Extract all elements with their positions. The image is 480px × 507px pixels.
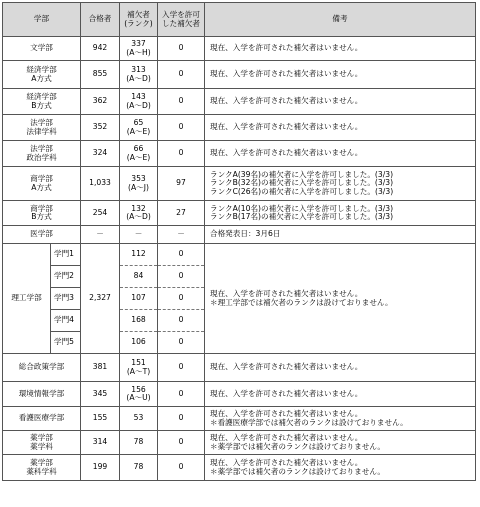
remarks-cell [205,201,476,226]
table-row [3,407,476,431]
table-row [3,61,476,89]
faculty-cell-line: 医学部 [30,229,53,239]
passers-cell: 199 [81,455,120,481]
waitlist-cell-line: (A～T) [126,366,151,376]
waitlist-cell-line: 78 [133,462,144,472]
sub-faculty-cell: 学門3 [51,288,81,310]
remarks-cell [205,455,476,481]
faculty-cell-line: B方式 [31,100,52,110]
sub-faculty-cell: 学門5 [51,332,81,354]
admitted-cell: 0 [158,332,205,354]
waitlist-cell-line: 353 [131,174,146,183]
passers-cell: 155 [81,407,120,431]
waitlist-cell-line: (A～D) [126,100,151,110]
waitlist-cell [120,382,158,407]
admitted-cell: 0 [158,354,205,382]
waitlist-cell-line: (A～D) [126,73,151,83]
remarks-cell [205,61,476,89]
remarks-cell-line: 現在、入学を許可された補欠者はいません。 [210,148,363,158]
faculty-cell-line: 政治学科 [26,152,57,162]
remarks-cell [205,354,476,382]
header-remarks: 備考 [205,3,476,37]
faculty-cell [3,61,81,89]
waitlist-cell [120,115,158,141]
waitlist-cell: 112 [120,244,158,266]
remarks-cell [205,167,476,201]
faculty-cell [3,89,81,115]
faculty-cell-line: 文学部 [30,43,53,53]
waitlist-cell [120,226,158,244]
table-row [3,37,476,61]
admitted-cell: 0 [158,431,205,455]
remarks-cell-line: 現在、入学を許可された補欠者はいません。 [210,43,363,53]
faculty-cell [3,115,81,141]
remarks-cell [205,141,476,167]
faculty-cell [3,382,81,407]
admitted-cell: 97 [158,167,205,201]
table-row [3,354,476,382]
faculty-cell [3,37,81,61]
remarks-cell-line: ＊薬学部では補欠者のランクは設けておりません。 [210,441,385,451]
waitlist-cell-line: 156 [131,384,146,394]
sub-faculty-cell: 学門4 [51,310,81,332]
passers-cell: 1,033 [81,167,120,201]
admitted-cell: 0 [158,382,205,407]
admitted-cell: 27 [158,201,205,226]
admitted-cell: 0 [158,141,205,167]
table-row [3,226,476,244]
remarks-cell-line: 現在、入学を許可された補欠者はいません。 [210,388,363,398]
passers-cell: 314 [81,431,120,455]
remarks-cell [205,37,476,61]
waitlist-cell: 107 [120,288,158,310]
remarks-cell-line: 現在、入学を許可された補欠者はいません。 [210,289,363,298]
waitlist-cell: 168 [120,310,158,332]
waitlist-cell [120,141,158,167]
remarks-cell-line: 現在、入学を許可された補欠者はいません。 [210,409,363,418]
passers-cell: 942 [81,37,120,61]
remarks-cell-line: ランクA(10名)の補欠者に入学を許可しました。(3/3) [210,203,394,213]
waitlist-cell [120,61,158,89]
waitlist-cell-line: － [134,229,143,239]
remarks-cell-line: 現在、入学を許可された補欠者はいません。 [210,69,363,79]
faculty-cell-line: 薬科学科 [26,466,57,476]
waitlist-cell-line: (A～H) [126,47,151,57]
faculty-cell-line: 薬学科 [30,441,53,451]
remarks-cell-line: 現在、入学を許可された補欠者はいません。 [210,458,363,467]
admitted-cell: 0 [158,288,205,310]
remarks-cell-line: 現在、入学を許可された補欠者はいません。 [210,96,363,106]
waitlist-cell-line: 65 [133,118,144,127]
waitlist-cell-line: (A～E) [126,126,151,136]
passers-cell: 254 [81,201,120,226]
waitlist-cell [120,167,158,201]
waitlist-cell-line: 337 [131,39,146,48]
passers-cell: 855 [81,61,120,89]
waitlist-cell [120,431,158,455]
remarks-cell-line: ランクB(17名)の補欠者に入学を許可しました。(3/3) [210,212,394,221]
waitlist-cell-line: 66 [133,144,144,153]
admitted-cell: 0 [158,244,205,266]
faculty-cell [3,201,81,226]
faculty-cell-line: 環境情報学部 [18,388,65,398]
remarks-cell [205,89,476,115]
faculty-cell-line: 法学部 [30,118,53,127]
waitlist-cell [120,455,158,481]
admitted-cell: 0 [158,407,205,431]
faculty-cell [3,354,81,382]
waitlist-cell-line: (A～U) [126,393,151,402]
table-row [3,244,476,266]
waitlist-cell [120,354,158,382]
remarks-cell-line: ＊薬学部では補欠者のランクは設けておりません。 [210,466,385,476]
remarks-cell [205,407,476,431]
header-row [3,3,476,37]
waitlist-cell-line: 132 [131,203,146,213]
table-row [3,431,476,455]
faculty-cell [3,455,81,481]
passers-cell: 345 [81,382,120,407]
admitted-cell: 0 [158,266,205,288]
passers-cell: 362 [81,89,120,115]
faculty-cell-line: 経済学部 [26,65,57,74]
remarks-cell-line: ＊看護医療学部では補欠者のランクは設けておりません。 [210,417,408,427]
faculty-cell-line: 法律学科 [26,126,57,136]
admitted-cell: 0 [158,115,205,141]
faculty-cell: 理工学部 [3,244,51,354]
remarks-cell-line: 合格発表日：3月6日 [210,229,281,239]
faculty-cell [3,226,81,244]
faculty-cell-line: 商学部 [30,203,53,213]
remarks-cell [205,244,476,354]
faculty-cell-line: 薬学部 [30,458,53,467]
passers-cell: 2,327 [81,244,120,354]
waitlist-cell-line: 313 [131,65,146,74]
faculty-cell-line: A方式 [31,73,52,83]
waitlist-cell-line: (A～J) [128,182,149,192]
admitted-cell: 0 [158,61,205,89]
remarks-cell-line: ランクA(39名)の補欠者に入学を許可しました。(3/3) [210,169,394,179]
waitlist-cell-line: 53 [133,413,144,423]
waitlist-cell-line: 78 [133,437,144,447]
header-admitted: 入学を許可 した補欠者 [158,3,205,37]
table-row [3,201,476,226]
waitlist-cell: 106 [120,332,158,354]
faculty-cell-line: 薬学部 [30,433,53,442]
admitted-cell: 0 [158,37,205,61]
header-waitlist: 補欠者 (ランク) [120,3,158,37]
table-row [3,141,476,167]
faculty-cell-line: A方式 [31,182,52,192]
faculty-cell [3,431,81,455]
header-faculty: 学部 [3,3,81,37]
sub-faculty-cell: 学門1 [51,244,81,266]
waitlist-cell-line: 151 [131,358,146,367]
waitlist-cell-line: 143 [131,92,146,101]
remarks-cell-line: ランクC(26名)の補欠者に入学を許可しました。(3/3) [210,186,394,196]
remarks-cell-line: 現在、入学を許可された補欠者はいません。 [210,433,363,442]
faculty-cell-line: 経済学部 [26,92,57,101]
faculty-cell-line: 法学部 [30,144,53,153]
faculty-cell [3,407,81,431]
waitlist-cell-line: (A～E) [126,152,151,162]
table-row [3,167,476,201]
passers-cell: 352 [81,115,120,141]
admissions-table [2,2,476,481]
admitted-cell: － [158,226,205,244]
admitted-cell: 0 [158,310,205,332]
remarks-cell [205,226,476,244]
remarks-cell-line: 現在、入学を許可された補欠者はいません。 [210,122,363,132]
faculty-cell [3,141,81,167]
passers-cell: 381 [81,354,120,382]
passers-cell: － [81,226,120,244]
remarks-cell [205,382,476,407]
waitlist-cell [120,201,158,226]
table-row [3,115,476,141]
remarks-cell [205,115,476,141]
table-row [3,89,476,115]
remarks-cell [205,431,476,455]
passers-cell: 324 [81,141,120,167]
remarks-cell-line: ＊理工学部では補欠者のランクは設けておりません。 [210,297,393,307]
waitlist-cell-line: (A～D) [126,212,151,221]
header-passers: 合格者 [81,3,120,37]
faculty-cell-line: B方式 [31,212,52,221]
faculty-cell-line: 看護医療学部 [18,413,65,423]
faculty-cell [3,167,81,201]
remarks-cell-line: 現在、入学を許可された補欠者はいません。 [210,362,363,372]
table-row [3,382,476,407]
remarks-cell-line: ランクB(32名)の補欠者に入学を許可しました。(3/3) [210,178,394,188]
waitlist-cell [120,89,158,115]
admitted-cell: 0 [158,89,205,115]
table-row [3,455,476,481]
admitted-cell: 0 [158,455,205,481]
waitlist-cell: 84 [120,266,158,288]
waitlist-cell [120,37,158,61]
faculty-cell-line: 総合政策学部 [18,362,65,372]
faculty-cell-line: 商学部 [30,174,53,183]
waitlist-cell [120,407,158,431]
sub-faculty-cell: 学門2 [51,266,81,288]
